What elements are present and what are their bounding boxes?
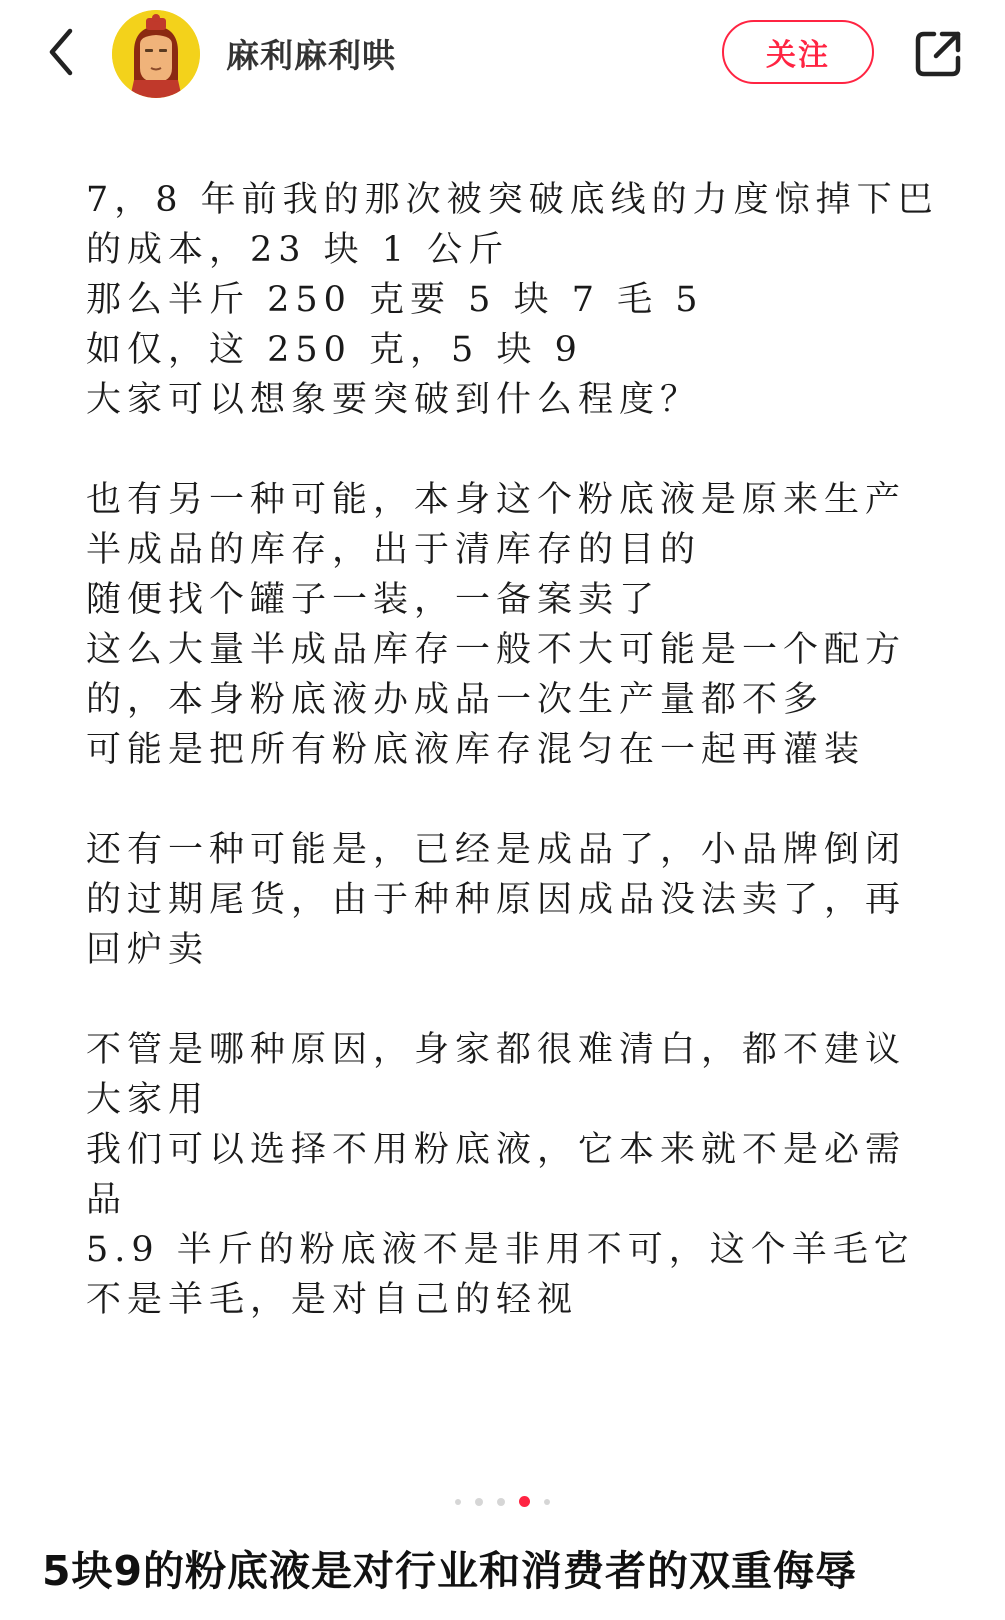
text-line: 半成品的库存，出于清库存的目的: [86, 530, 702, 570]
carousel-dot[interactable]: [497, 1498, 505, 1506]
paragraph: [86, 175, 946, 425]
paragraph: [86, 1025, 946, 1325]
text-line: 大家可以想象要突破到什么程度？: [86, 380, 702, 420]
avatar[interactable]: [112, 10, 200, 98]
share-button[interactable]: [908, 24, 968, 84]
carousel-indicator: [0, 1496, 1005, 1507]
note-title: 5块9的粉底液是对行业和消费者的双重侮辱: [42, 1547, 858, 1595]
note-image-text: [86, 175, 946, 1325]
paragraph: [86, 475, 946, 775]
chevron-left-icon: [46, 27, 76, 77]
text-line: 的过期尾货，由于种种原因成品没法卖了，再: [86, 880, 907, 920]
text-line: 这么大量半成品库存一般不大可能是一个配方: [86, 630, 907, 670]
text-line: 5.9 半斤的粉底液不是非用不可，这个羊毛它: [86, 1230, 915, 1270]
paragraph: [86, 825, 946, 975]
text-line: 的，本身粉底液办成品一次生产量都不多: [86, 680, 825, 720]
text-line: 不管是哪种原因，身家都很难清白，都不建议: [86, 1030, 907, 1070]
carousel-dot[interactable]: [455, 1499, 461, 1505]
text-line: 大家用: [86, 1080, 210, 1120]
text-line: 如仅，这 250 克，5 块 9: [86, 330, 583, 370]
carousel-dot[interactable]: [544, 1499, 550, 1505]
text-line: 随便找个罐子一装，一备案卖了: [86, 580, 661, 620]
carousel-dot[interactable]: [475, 1498, 483, 1506]
text-line: 我们可以选择不用粉底液，它本来就不是必需: [86, 1130, 907, 1170]
back-button[interactable]: [36, 22, 86, 82]
text-line: 不是羊毛，是对自己的轻视: [86, 1280, 579, 1320]
follow-button[interactable]: 关注: [722, 20, 874, 84]
share-icon: [912, 28, 964, 80]
carousel-dot-active[interactable]: [519, 1496, 530, 1507]
note-image[interactable]: [0, 110, 1005, 1460]
text-line: 的成本，23 块 1 公斤: [86, 230, 510, 270]
text-line: 7，8 年前我的那次被突破底线的力度惊掉下巴: [86, 180, 939, 220]
avatar-illustration: [112, 10, 200, 98]
text-line: 品: [86, 1180, 128, 1220]
text-line: 还有一种可能是，已经是成品了，小品牌倒闭: [86, 830, 907, 870]
text-line: 那么半斤 250 克要 5 块 7 毛 5: [86, 280, 704, 320]
author-name[interactable]: 麻利麻利哄: [226, 36, 396, 75]
text-line: 回炉卖: [86, 930, 210, 970]
top-bar: [0, 0, 1005, 110]
text-line: 可能是把所有粉底液库存混匀在一起再灌装: [86, 730, 866, 770]
text-line: 也有另一种可能，本身这个粉底液是原来生产: [86, 480, 907, 520]
